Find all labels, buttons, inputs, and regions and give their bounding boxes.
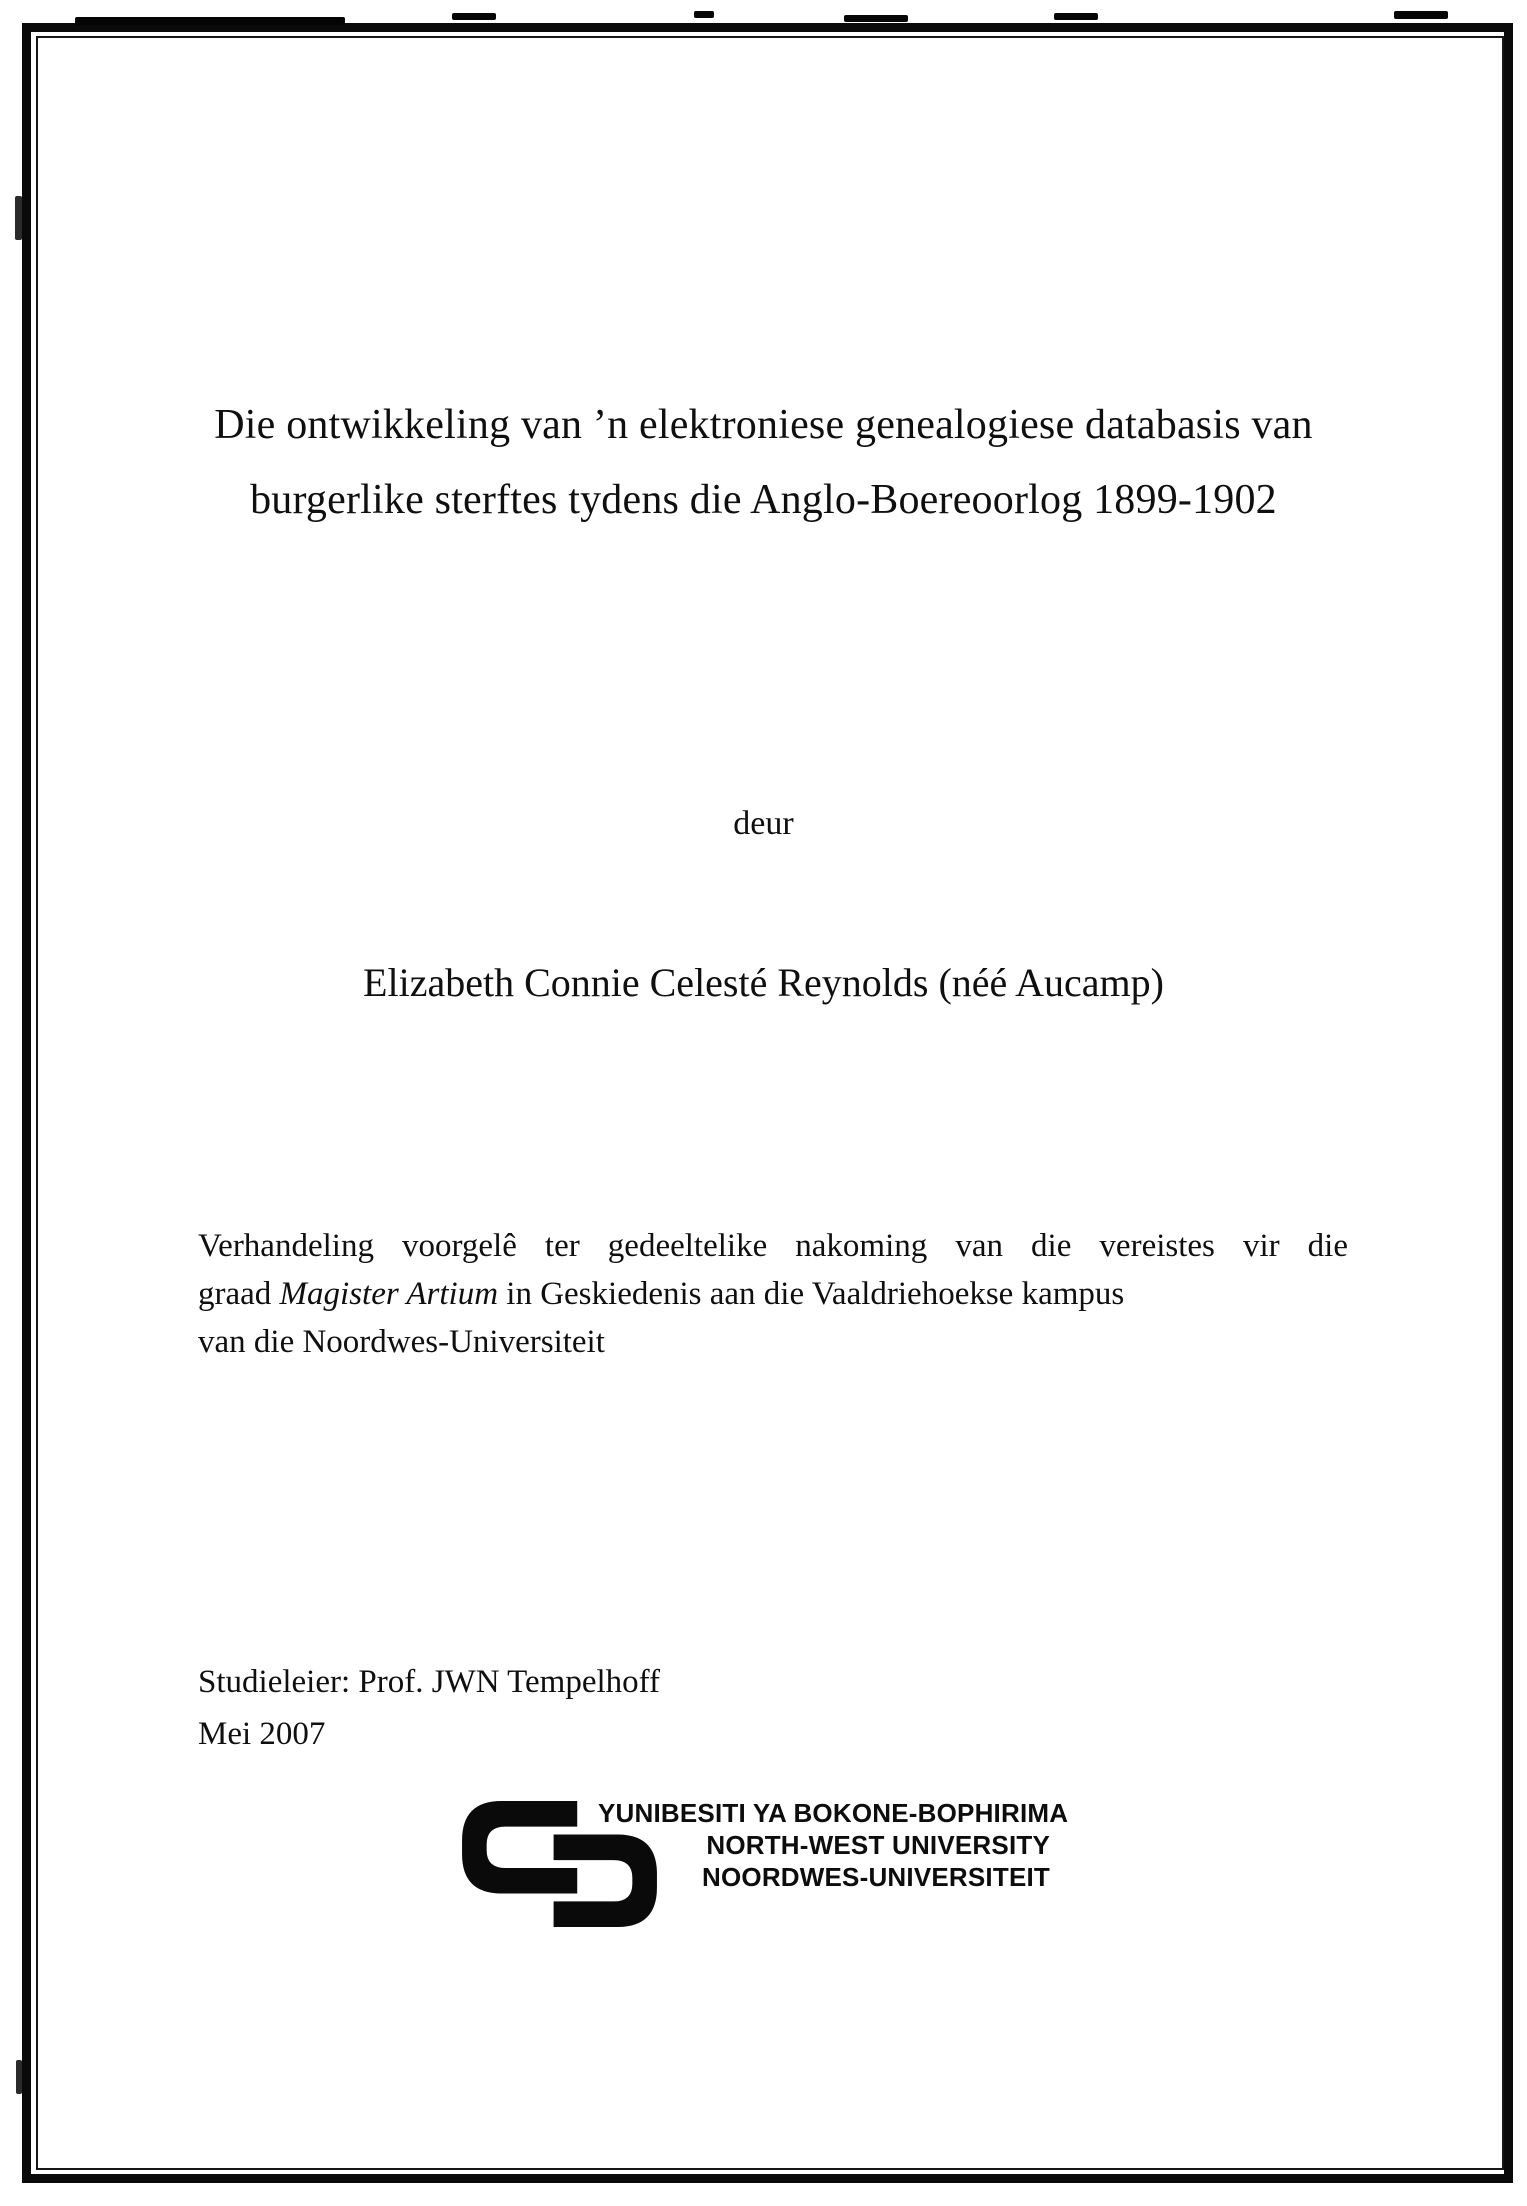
submission-statement-line1: Verhandeling voorgelê ter gedeeltelike nakoming van die vereistes vir die [198, 1228, 1348, 1264]
university-logo-text [598, 1797, 1069, 1893]
date-line: Mei 2007 [198, 1716, 326, 1752]
thesis-title-line1: Die ontwikkeling van ’n elektroniese genealogiese databasis van [214, 402, 1313, 448]
university-name-afrikaans: NOORDWES-UNIVERSITEIT [702, 1862, 1050, 1892]
submission-statement [198, 1222, 1348, 1366]
university-name-english: NORTH-WEST UNIVERSITY [706, 1830, 1050, 1860]
scan-artifact [844, 15, 908, 22]
submission-statement-line3: van die Noordwes-Universiteit [198, 1324, 605, 1360]
submission-statement-line2-prefix: graad [198, 1276, 280, 1312]
author-name: Elizabeth Connie Celesté Reynolds (néé Aucamp) [363, 960, 1164, 1005]
thesis-title-line2: burgerlike sterftes tydens die Anglo-Boereoorlog 1899-1902 [250, 477, 1277, 523]
scan-artifact [16, 2060, 22, 2094]
scan-artifact [1054, 13, 1098, 20]
supervisor-line: Studieleier: Prof. JWN Tempelhoff [198, 1664, 661, 1700]
scan-artifact [75, 17, 345, 25]
supervisor-block [198, 1656, 660, 1760]
scan-artifact [1394, 11, 1448, 19]
scan-artifact [694, 11, 714, 18]
scan-artifact [15, 196, 22, 240]
byline: deur [733, 805, 794, 842]
scan-artifact [452, 13, 496, 20]
submission-statement-line2 [198, 1270, 1348, 1318]
university-name-setswana: YUNIBESITI YA BOKONE-BOPHIRIMA [598, 1798, 1069, 1828]
submission-statement-line2-suffix: in Geskiedenis aan die Vaaldriehoekse kampus [498, 1276, 1125, 1312]
degree-name: Magister Artium [279, 1276, 499, 1312]
